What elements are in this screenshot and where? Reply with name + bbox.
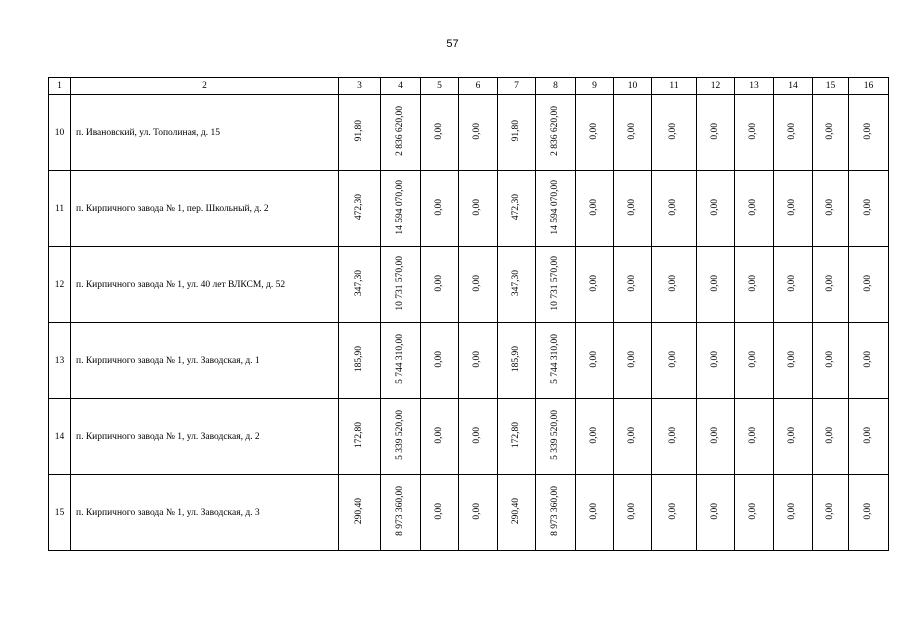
value-text: 0,00 bbox=[787, 122, 798, 140]
column-header: 2 bbox=[71, 78, 339, 95]
value-cell bbox=[849, 323, 889, 399]
column-header: 7 bbox=[498, 78, 536, 95]
value-cell bbox=[459, 399, 498, 475]
column-number-row bbox=[49, 78, 889, 95]
value-text: 0,00 bbox=[787, 426, 798, 444]
value-text: 0,00 bbox=[433, 274, 444, 292]
value-text: 0,00 bbox=[787, 502, 798, 520]
value-cell bbox=[536, 399, 576, 475]
value-cell bbox=[614, 323, 652, 399]
value-cell bbox=[459, 95, 498, 171]
value-text: 0,00 bbox=[668, 122, 679, 140]
row-number: 15 bbox=[49, 475, 71, 551]
value-text: 0,00 bbox=[787, 198, 798, 216]
value-text: 0,00 bbox=[787, 274, 798, 292]
value-cell bbox=[652, 95, 697, 171]
value-cell bbox=[813, 323, 849, 399]
value-text: 0,00 bbox=[668, 198, 679, 216]
address-cell: п. Кирпичного завода № 1, ул. Заводская, д. 2 bbox=[71, 399, 339, 475]
value-cell bbox=[536, 95, 576, 171]
value-cell bbox=[813, 171, 849, 247]
value-cell bbox=[459, 323, 498, 399]
value-cell bbox=[536, 475, 576, 551]
column-header: 9 bbox=[576, 78, 614, 95]
table-row bbox=[49, 95, 889, 171]
value-text: 347,30 bbox=[510, 269, 521, 297]
value-text: 0,00 bbox=[709, 198, 720, 216]
value-cell bbox=[576, 247, 614, 323]
value-text: 0,00 bbox=[626, 502, 637, 520]
value-text: 0,00 bbox=[748, 198, 759, 216]
address-cell: п. Кирпичного завода № 1, пер. Школьный, д. 2 bbox=[71, 171, 339, 247]
value-cell bbox=[498, 323, 536, 399]
table-row bbox=[49, 171, 889, 247]
row-number: 14 bbox=[49, 399, 71, 475]
value-cell bbox=[697, 323, 735, 399]
value-text: 0,00 bbox=[709, 502, 720, 520]
value-cell bbox=[339, 475, 381, 551]
value-cell bbox=[697, 171, 735, 247]
value-cell bbox=[813, 399, 849, 475]
column-header: 16 bbox=[849, 78, 889, 95]
value-text: 91,80 bbox=[510, 120, 521, 142]
value-text: 0,00 bbox=[824, 198, 835, 216]
value-cell bbox=[536, 323, 576, 399]
value-cell bbox=[652, 475, 697, 551]
address-cell: п. Кирпичного завода № 1, ул. Заводская, д. 1 bbox=[71, 323, 339, 399]
value-cell bbox=[339, 171, 381, 247]
value-cell bbox=[421, 475, 459, 551]
value-cell bbox=[421, 247, 459, 323]
value-text: 0,00 bbox=[472, 502, 483, 520]
value-cell bbox=[614, 475, 652, 551]
value-cell bbox=[381, 475, 421, 551]
value-text: 0,00 bbox=[472, 426, 483, 444]
value-text: 10 731 570,00 bbox=[549, 255, 560, 311]
value-text: 0,00 bbox=[588, 198, 599, 216]
value-cell bbox=[813, 475, 849, 551]
value-text: 0,00 bbox=[472, 122, 483, 140]
value-cell bbox=[498, 171, 536, 247]
value-text: 0,00 bbox=[433, 426, 444, 444]
value-text: 5 744 310,00 bbox=[549, 334, 560, 384]
value-text: 0,00 bbox=[433, 502, 444, 520]
column-header: 14 bbox=[774, 78, 813, 95]
value-text: 0,00 bbox=[787, 350, 798, 368]
value-cell bbox=[813, 247, 849, 323]
column-header: 4 bbox=[381, 78, 421, 95]
value-cell bbox=[697, 95, 735, 171]
value-text: 8 973 360,00 bbox=[394, 486, 405, 536]
value-cell bbox=[381, 323, 421, 399]
value-cell bbox=[614, 171, 652, 247]
value-cell bbox=[421, 171, 459, 247]
value-cell bbox=[339, 323, 381, 399]
page-number: 57 bbox=[446, 38, 459, 50]
value-cell bbox=[849, 475, 889, 551]
value-cell bbox=[381, 171, 421, 247]
row-number: 10 bbox=[49, 95, 71, 171]
value-cell bbox=[339, 399, 381, 475]
value-cell bbox=[735, 171, 774, 247]
value-text: 0,00 bbox=[862, 350, 873, 368]
column-header: 10 bbox=[614, 78, 652, 95]
value-cell bbox=[498, 399, 536, 475]
value-cell bbox=[697, 475, 735, 551]
value-cell bbox=[421, 95, 459, 171]
value-text: 0,00 bbox=[588, 274, 599, 292]
value-text: 0,00 bbox=[709, 122, 720, 140]
value-cell bbox=[652, 399, 697, 475]
value-cell bbox=[339, 247, 381, 323]
value-text: 0,00 bbox=[824, 502, 835, 520]
value-text: 0,00 bbox=[824, 350, 835, 368]
value-text: 5 744 310,00 bbox=[394, 334, 405, 384]
value-text: 185,90 bbox=[510, 345, 521, 373]
value-cell bbox=[339, 95, 381, 171]
value-cell bbox=[614, 95, 652, 171]
value-cell bbox=[774, 475, 813, 551]
value-text: 0,00 bbox=[862, 274, 873, 292]
value-text: 472,30 bbox=[353, 193, 364, 221]
value-cell bbox=[498, 475, 536, 551]
value-cell bbox=[735, 95, 774, 171]
value-text: 0,00 bbox=[709, 350, 720, 368]
value-cell bbox=[735, 475, 774, 551]
value-text: 0,00 bbox=[472, 274, 483, 292]
value-text: 0,00 bbox=[748, 350, 759, 368]
value-cell bbox=[576, 475, 614, 551]
value-text: 0,00 bbox=[626, 350, 637, 368]
value-text: 0,00 bbox=[668, 350, 679, 368]
table-row bbox=[49, 247, 889, 323]
value-text: 0,00 bbox=[862, 122, 873, 140]
value-cell bbox=[652, 171, 697, 247]
value-cell bbox=[849, 95, 889, 171]
row-number: 13 bbox=[49, 323, 71, 399]
column-header: 12 bbox=[697, 78, 735, 95]
value-text: 0,00 bbox=[862, 198, 873, 216]
value-cell bbox=[774, 247, 813, 323]
value-text: 0,00 bbox=[709, 274, 720, 292]
value-cell bbox=[774, 171, 813, 247]
table-row bbox=[49, 323, 889, 399]
value-text: 0,00 bbox=[748, 274, 759, 292]
value-cell bbox=[697, 247, 735, 323]
value-text: 5 339 520,00 bbox=[549, 410, 560, 460]
value-cell bbox=[849, 399, 889, 475]
value-text: 0,00 bbox=[433, 350, 444, 368]
value-text: 0,00 bbox=[709, 426, 720, 444]
address-cell: п. Ивановский, ул. Тополиная, д. 15 bbox=[71, 95, 339, 171]
value-text: 0,00 bbox=[588, 122, 599, 140]
value-text: 0,00 bbox=[588, 426, 599, 444]
value-text: 0,00 bbox=[626, 274, 637, 292]
value-text: 0,00 bbox=[748, 502, 759, 520]
value-text: 2 836 620,00 bbox=[549, 106, 560, 156]
value-cell bbox=[614, 247, 652, 323]
column-header: 5 bbox=[421, 78, 459, 95]
value-text: 0,00 bbox=[472, 198, 483, 216]
housing-register-table bbox=[48, 77, 889, 551]
value-text: 290,40 bbox=[510, 497, 521, 525]
value-cell bbox=[774, 323, 813, 399]
value-cell bbox=[735, 399, 774, 475]
value-text: 0,00 bbox=[668, 426, 679, 444]
value-cell bbox=[813, 95, 849, 171]
value-cell bbox=[576, 171, 614, 247]
value-text: 0,00 bbox=[588, 350, 599, 368]
value-cell bbox=[536, 171, 576, 247]
value-cell bbox=[498, 95, 536, 171]
value-text: 0,00 bbox=[824, 426, 835, 444]
value-cell bbox=[774, 95, 813, 171]
value-text: 0,00 bbox=[626, 122, 637, 140]
column-header: 6 bbox=[459, 78, 498, 95]
column-header: 8 bbox=[536, 78, 576, 95]
value-text: 10 731 570,00 bbox=[394, 255, 405, 311]
value-text: 0,00 bbox=[862, 502, 873, 520]
value-text: 14 594 070,00 bbox=[394, 179, 405, 235]
value-cell bbox=[381, 95, 421, 171]
value-cell bbox=[576, 95, 614, 171]
value-cell bbox=[849, 171, 889, 247]
column-header: 11 bbox=[652, 78, 697, 95]
row-number: 12 bbox=[49, 247, 71, 323]
value-text: 0,00 bbox=[668, 502, 679, 520]
table-row bbox=[49, 399, 889, 475]
value-text: 172,80 bbox=[510, 421, 521, 449]
address-cell: п. Кирпичного завода № 1, ул. Заводская, д. 3 bbox=[71, 475, 339, 551]
value-text: 290,40 bbox=[353, 497, 364, 525]
value-text: 0,00 bbox=[668, 274, 679, 292]
value-text: 0,00 bbox=[862, 426, 873, 444]
column-header: 15 bbox=[813, 78, 849, 95]
value-cell bbox=[652, 323, 697, 399]
value-cell bbox=[381, 247, 421, 323]
value-text: 2 836 620,00 bbox=[394, 106, 405, 156]
value-cell bbox=[576, 323, 614, 399]
value-text: 172,80 bbox=[353, 421, 364, 449]
column-header: 13 bbox=[735, 78, 774, 95]
value-cell bbox=[849, 247, 889, 323]
value-text: 0,00 bbox=[472, 350, 483, 368]
value-text: 347,30 bbox=[353, 269, 364, 297]
value-cell bbox=[614, 399, 652, 475]
value-text: 0,00 bbox=[626, 198, 637, 216]
address-cell: п. Кирпичного завода № 1, ул. 40 лет ВЛКСМ, д. 52 bbox=[71, 247, 339, 323]
value-text: 0,00 bbox=[824, 122, 835, 140]
value-cell bbox=[498, 247, 536, 323]
column-header: 1 bbox=[49, 78, 71, 95]
value-text: 0,00 bbox=[748, 122, 759, 140]
value-text: 5 339 520,00 bbox=[394, 410, 405, 460]
value-text: 472,30 bbox=[510, 193, 521, 221]
value-text: 0,00 bbox=[748, 426, 759, 444]
value-text: 185,90 bbox=[353, 345, 364, 373]
value-text: 0,00 bbox=[433, 122, 444, 140]
value-text: 0,00 bbox=[588, 502, 599, 520]
value-cell bbox=[697, 399, 735, 475]
value-text: 0,00 bbox=[433, 198, 444, 216]
value-cell bbox=[459, 247, 498, 323]
value-cell bbox=[576, 399, 614, 475]
value-cell bbox=[421, 399, 459, 475]
value-text: 0,00 bbox=[626, 426, 637, 444]
value-cell bbox=[421, 323, 459, 399]
value-cell bbox=[459, 171, 498, 247]
value-cell bbox=[381, 399, 421, 475]
value-text: 91,80 bbox=[353, 120, 364, 142]
value-text: 8 973 360,00 bbox=[549, 486, 560, 536]
value-cell bbox=[459, 475, 498, 551]
value-cell bbox=[536, 247, 576, 323]
value-cell bbox=[735, 247, 774, 323]
row-number: 11 bbox=[49, 171, 71, 247]
value-cell bbox=[774, 399, 813, 475]
value-cell bbox=[652, 247, 697, 323]
value-cell bbox=[735, 323, 774, 399]
table-row bbox=[49, 475, 889, 551]
column-header: 3 bbox=[339, 78, 381, 95]
value-text: 0,00 bbox=[824, 274, 835, 292]
value-text: 14 594 070,00 bbox=[549, 179, 560, 235]
